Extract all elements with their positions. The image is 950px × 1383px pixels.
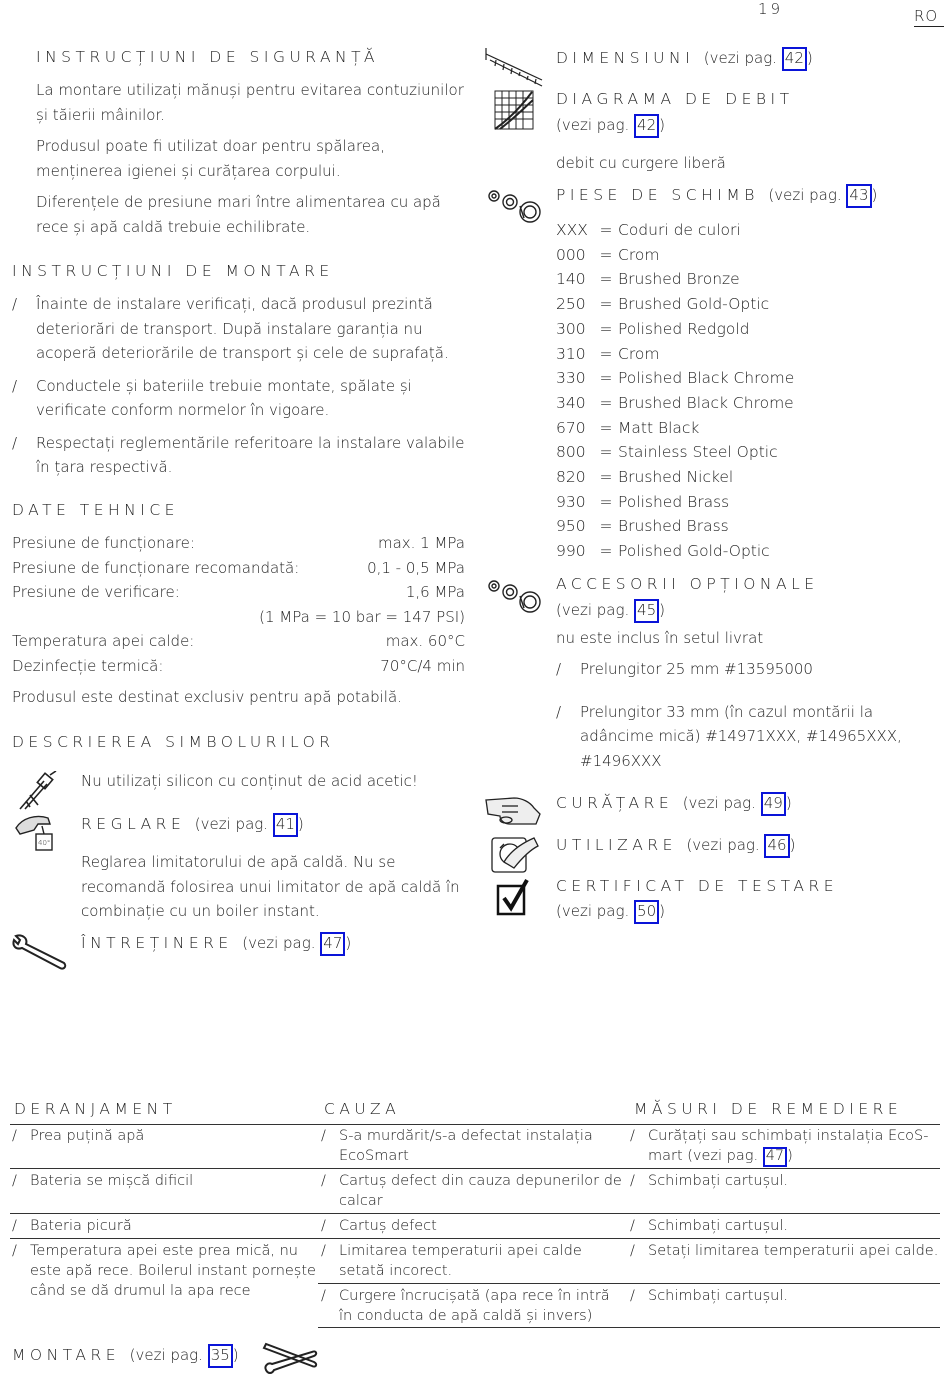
certificate-see: (vezi pag. 50 ) — [556, 899, 665, 924]
table-cell: / Limitarea temperaturii apei calde setată incorect. — [321, 1243, 582, 1279]
table-row-rule — [10, 1168, 940, 1169]
table-cell: / Cartuș defect — [321, 1218, 437, 1234]
certificate-title: CERTIFICAT DE TESTARE — [556, 877, 839, 895]
color-code-row: 330 = Polished Black Chrome — [556, 369, 795, 388]
trouble-header-cause: CAUZA — [324, 1100, 401, 1118]
tech-row: Presiune de funcționare: max. 1 MPa — [12, 534, 465, 552]
page-link-adjust[interactable]: 41 — [273, 813, 298, 837]
language-tag: RO — [914, 7, 944, 27]
table-row-rule — [10, 1238, 940, 1239]
list-item: / Prelungitor 33 mm (în cazul montării la adâncime mică) #14971XXX, #14965XXX, #1496XXX — [556, 702, 902, 770]
page-link-flow-diagram[interactable]: 42 — [634, 114, 659, 138]
cleaning-heading: CURĂȚARE (vezi pag. 49 ) — [556, 791, 792, 816]
tech-data-title: DATE TEHNICE — [12, 501, 179, 519]
mounting-heading: MONTARE (vezi pag. 35 ) — [12, 1343, 239, 1368]
page-number: 19 — [758, 0, 784, 18]
page-link-trouble[interactable]: 47 — [763, 1147, 787, 1167]
maintenance-heading: ÎNTREȚINERE (vezi pag. 47 ) — [81, 931, 351, 956]
table-cell: / Schimbați cartușul. — [630, 1288, 789, 1304]
accessories-title: ACCESORII OPȚIONALE — [556, 575, 819, 593]
accessories-icon — [486, 576, 544, 616]
svg-text:40°: 40° — [38, 839, 51, 847]
tools-icon — [262, 1340, 320, 1376]
mounting-instructions-list — [12, 292, 470, 488]
table-row-rule — [10, 1213, 940, 1214]
color-code-row: 950 = Brushed Brass — [556, 517, 729, 536]
silicone-gun-icon — [16, 771, 60, 811]
usage-hand-icon — [490, 832, 540, 876]
tech-data-table — [12, 531, 465, 678]
color-code-row: 250 = Brushed Gold-Optic — [556, 295, 770, 314]
color-code-row: XXX = Coduri de culori — [556, 221, 741, 239]
table-cell: / Schimbați cartușul. — [630, 1173, 789, 1189]
tech-row: Temperatura apei calde: max. 60°C — [12, 632, 465, 650]
accessories-note: nu este inclus în setul livrat — [556, 629, 764, 647]
page-link-certificate[interactable]: 50 — [634, 900, 659, 924]
table-cell: / Bateria picură — [12, 1218, 132, 1234]
page-link-maintenance[interactable]: 47 — [320, 932, 345, 956]
potable-water-note: Produsul este destinat exclusiv pentru apă potabilă. — [12, 688, 402, 706]
color-code-row: 670 = Matt Black — [556, 418, 700, 437]
accessories-list — [556, 657, 926, 781]
spare-parts-heading: PIESE DE SCHIMB (vezi pag. 43 ) — [556, 183, 877, 208]
page-link-dimensions[interactable]: 42 — [782, 47, 807, 71]
cleaning-hand-icon — [484, 794, 544, 830]
flow-diagram-see: (vezi pag. 42 ) — [556, 113, 665, 138]
list-item: / Înainte de instalare verificați, dacă produsul prezintă deteriorări de transport. După instalare garanția nu acoperă deteriorările de transport și cele de suprafață. — [12, 295, 449, 362]
tech-row: Dezinfecție termică: 70°C/4 min — [12, 656, 465, 675]
table-header-rule — [10, 1124, 940, 1125]
page-link-usage[interactable]: 46 — [764, 834, 789, 858]
table-cell: / Curățați sau schimbați instalația EcoS-mart (vezi pag. 47 ) — [630, 1126, 930, 1167]
safety-paragraph-2: Produsul poate fi utilizat doar pentru spălarea, menținerea igienei și curățarea corpului. — [36, 137, 385, 180]
accessories-see: (vezi pag. 45 ) — [556, 598, 665, 623]
safety-paragraph-1: La montare utilizați mănuși pentru evitarea contuziunilor și tăierii mâinilor. — [36, 81, 464, 124]
color-code-row: 310 = Crom — [556, 344, 660, 363]
usage-heading: UTILIZARE (vezi pag. 46 ) — [556, 833, 795, 858]
table-bottom-rule — [318, 1327, 940, 1328]
page-link-cleaning[interactable]: 49 — [761, 792, 786, 816]
safety-title: INSTRUCȚIUNI DE SIGURANȚĂ — [36, 48, 380, 66]
symbols-title: DESCRIEREA SIMBOLURILOR — [12, 733, 335, 751]
list-item: / Prelungitor 25 mm #13595000 — [556, 660, 813, 678]
wrench-icon — [10, 934, 68, 972]
table-cell: / Bateria se mișcă dificil — [12, 1173, 194, 1189]
temperature-adjust-icon — [12, 810, 60, 854]
trouble-header-problem: DERANJAMENT — [14, 1100, 177, 1118]
color-code-row: 990 = Polished Gold-Optic — [556, 542, 770, 561]
list-item: / Conductele și bateriile trebuie montate, spălate și verificate conform normelor în vigoare. — [12, 376, 412, 419]
tech-row: Presiune de verificare: 1,6 MPa — [12, 583, 465, 601]
color-code-row: 300 = Polished Redgold — [556, 319, 750, 338]
adjust-description: Reglarea limitatorului de apă caldă. Nu se recomandă folosirea unui limitator de apă caldă în combinație cu un boiler instant. — [81, 853, 460, 920]
table-cell: / S-a murdărit/s-a defectat instalația EcoSmart — [321, 1128, 593, 1164]
color-code-row: 930 = Polished Brass — [556, 492, 730, 511]
silicone-warning: Nu utilizați silicon cu conținut de acid acetic! — [81, 772, 418, 790]
table-cell: / Cartuș defect din cauza depunerilor de calcar — [321, 1173, 622, 1209]
checkbox-certificate-icon — [496, 878, 530, 918]
table-cell: / Temperatura apei este prea mică, nu este apă rece. Boilerul instant pornește când se dă drumul la apa rece — [12, 1243, 316, 1299]
table-cell: / Prea puțină apă — [12, 1128, 145, 1144]
dimensions-icon — [484, 46, 544, 88]
flow-diagram-title: DIAGRAMA DE DEBIT — [556, 90, 794, 108]
color-code-row: 140 = Brushed Bronze — [556, 270, 740, 289]
color-code-row: 000 = Crom — [556, 245, 660, 264]
color-code-row: 820 = Brushed Nickel — [556, 468, 734, 487]
color-code-row: 800 = Stainless Steel Optic — [556, 443, 778, 462]
adjust-heading: REGLARE (vezi pag. 41 ) — [81, 812, 304, 837]
spare-parts-icon — [486, 186, 544, 226]
flow-note: debit cu curgere liberă — [556, 154, 726, 172]
table-cell: / Setați limitarea temperaturii apei calde. — [630, 1243, 939, 1259]
flow-diagram-icon — [494, 90, 534, 130]
list-item: / Respectați reglementările referitoare la instalare valabile în țara respectivă. — [12, 433, 465, 476]
table-row-rule — [318, 1283, 940, 1284]
tech-row: Presiune de funcționare recomandată: 0,1 - 0,5 MPa — [12, 558, 465, 577]
safety-paragraph-3: Diferențele de presiune mari între alimentarea cu apă rece și apă caldă trebuie echilibrate. — [36, 193, 441, 236]
page-link-spare-parts[interactable]: 43 — [846, 184, 871, 208]
table-cell: / Curgere încrucișată (apa rece în intră în conducta de apă caldă și invers) — [321, 1288, 610, 1324]
color-codes-list — [556, 218, 856, 564]
page-link-mounting[interactable]: 35 — [208, 1344, 233, 1368]
table-cell: / Schimbați cartușul. — [630, 1218, 789, 1234]
dimensions-heading: DIMENSIUNI (vezi pag. 42 ) — [556, 46, 813, 71]
tech-row: (1 MPa = 10 bar = 147 PSI) — [259, 607, 465, 626]
color-code-row: 340 = Brushed Black Chrome — [556, 393, 794, 412]
trouble-header-fix: MĂSURI DE REMEDIERE — [634, 1100, 903, 1118]
page-link-accessories[interactable]: 45 — [634, 599, 659, 623]
mounting-instructions-title: INSTRUCȚIUNI DE MONTARE — [12, 262, 334, 280]
